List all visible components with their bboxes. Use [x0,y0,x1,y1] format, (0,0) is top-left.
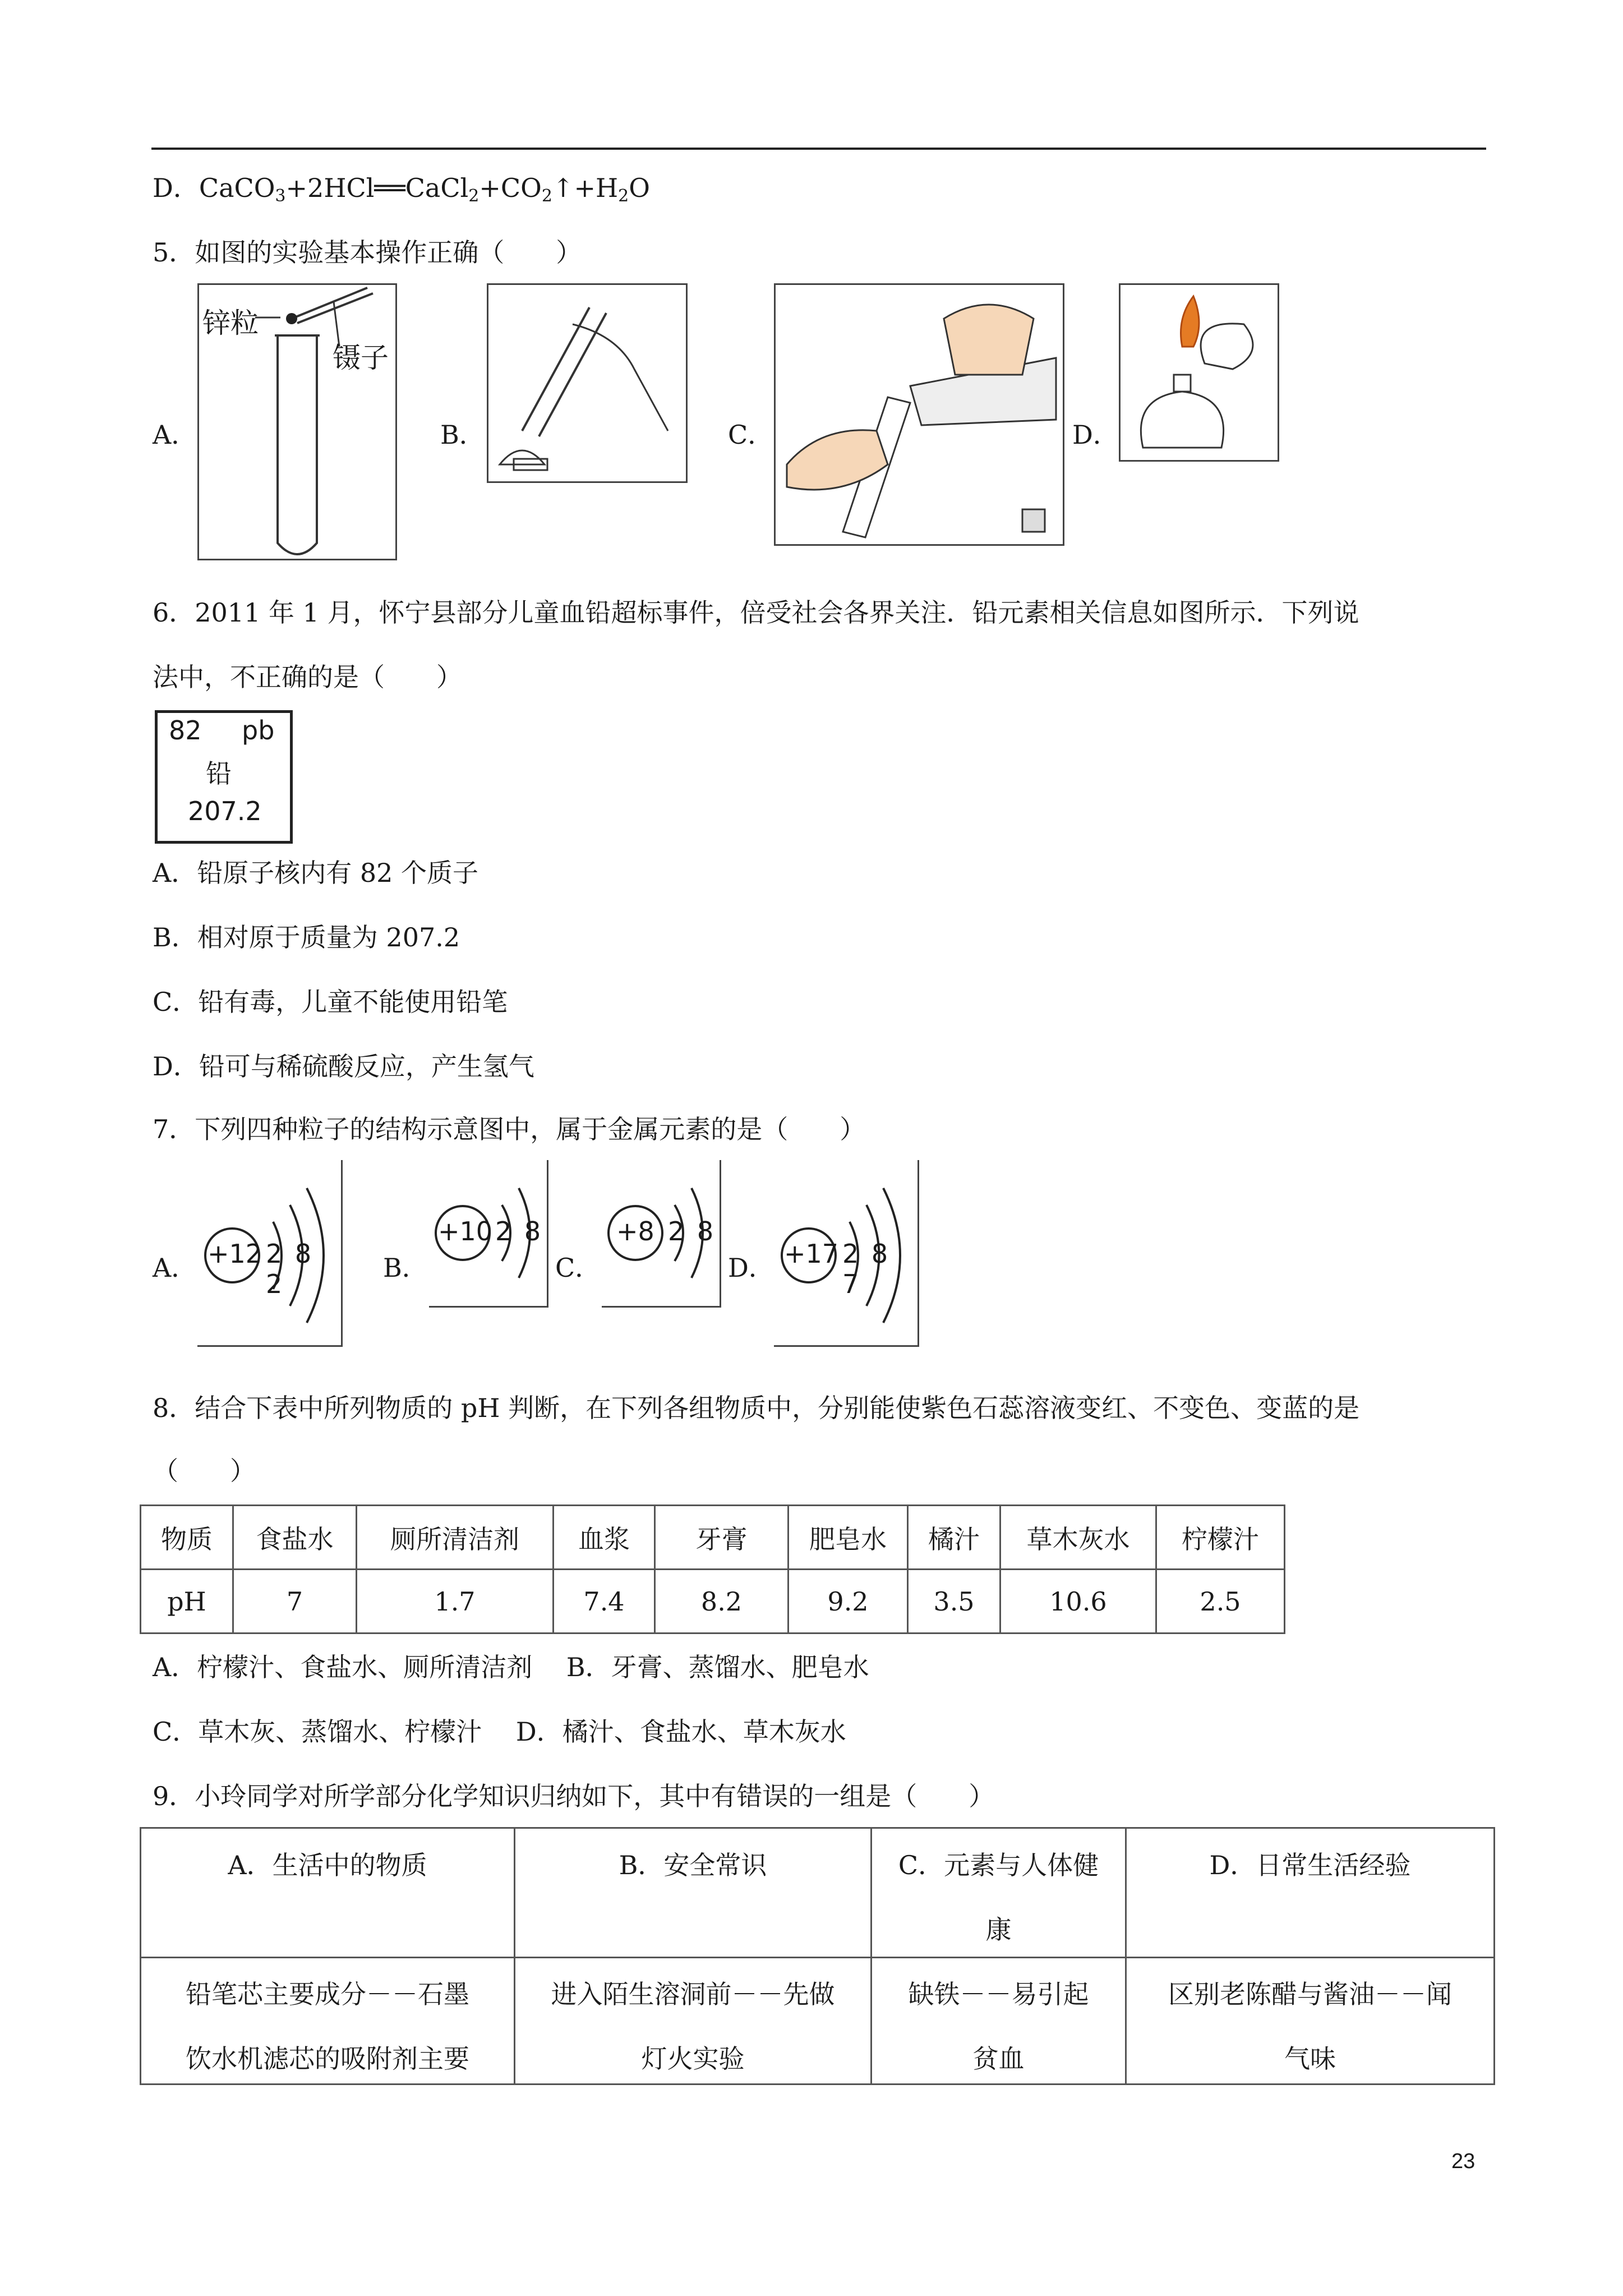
q5-label-b: B． [440,420,485,450]
q8-stem-line2: （ ） [153,1456,256,1486]
electron-shells-b: 2 8 [495,1216,543,1246]
heating-test-tube-illustration [488,285,686,481]
q7-label-c: C． [555,1253,601,1283]
nucleus-charge-b: +10 [438,1216,493,1246]
ph-table-cell: 1.7 [357,1570,554,1634]
q9-header-b: B．安全常识 [619,1850,767,1880]
q6-option-d: D．铅可与稀硫酸反应，产生氢气 [153,1051,534,1082]
ph-table-cell: 7.4 [554,1570,655,1634]
nucleus-charge-a: +12 [208,1239,262,1269]
ph-table-header-row [141,1506,1285,1570]
ph-table-cell: 柠檬汁 [1156,1506,1285,1570]
ph-table-cell: 草木灰水 [1000,1506,1156,1570]
q5-figure-a [197,283,397,560]
ph-table-cell: 10.6 [1000,1570,1156,1634]
q7-label-b: B． [383,1253,428,1283]
q5-figure-b [487,283,688,483]
atom-diagram-d [774,1160,919,1347]
nucleus-charge-c: +8 [616,1216,654,1246]
q8-stem-line1: 8．结合下表中所列物质的 pH 判断，在下列各组物质中，分别能使紫色石蕊溶液变红、不变色、变蓝的是 [153,1393,1360,1423]
element-symbol: pb [242,715,275,746]
q6-option-c: C．铅有毒，儿童不能使用铅笔 [153,987,508,1017]
q7-label-d: D． [728,1253,774,1283]
q9-header-c-line2: 康 [985,1915,1012,1945]
ph-table-cell: 2.5 [1156,1570,1285,1634]
ph-table [140,1504,1285,1634]
element-name: 铅 [206,758,232,789]
atom-diagram-b [429,1160,548,1308]
ph-table-cell: 7 [233,1570,357,1634]
q9-header-a: A．生活中的物质 [228,1850,427,1880]
q5-label-d: D． [1072,420,1119,450]
q9-stem: 9．小玲同学对所学部分化学知识归纳如下，其中有错误的一组是（ ） [153,1781,995,1811]
q6-option-b: B．相对原于质量为 207.2 [153,922,460,953]
ph-table-cell: 物质 [141,1506,233,1570]
nucleus-charge-d: +17 [784,1239,839,1269]
page-number: 23 [1451,2150,1476,2173]
ph-table-cell: 橘汁 [908,1506,1000,1570]
q9-cell-a-line1: 铅笔芯主要成分－－石墨 [186,1979,469,2009]
tweezers-label: 镊子 [333,342,389,374]
q7-stem: 7．下列四种粒子的结构示意图中，属于金属元素的是（ ） [153,1114,866,1144]
ph-table-cell: 食盐水 [233,1506,357,1570]
q9-header-c-line1: C．元素与人体健 [898,1850,1099,1880]
lead-element-card [155,710,293,844]
q4-option-d: D．$CaCO_3+2HCl══CaCl_2+CO_2↑+H_2O$ [153,173,650,206]
q9-header-d: D．日常生活经验 [1209,1850,1411,1880]
ph-table-cell: 牙膏 [655,1506,789,1570]
q9-cell-c-line1: 缺铁－－易引起 [908,1979,1089,2009]
q9-cell-d-line2: 气味 [1284,2044,1336,2074]
alcohol-lamp-lighting-illustration [1121,285,1278,460]
ph-table-cell: 9.2 [789,1570,908,1634]
atomic-number: 82 [169,715,202,746]
q7-label-a: A． [153,1253,197,1283]
q5-figure-c [774,283,1064,546]
atomic-mass: 207.2 [188,796,262,826]
q5-label-c: C． [728,420,774,450]
ph-table-cell: 8.2 [655,1570,789,1634]
q9-cell-a-line2: 饮水机滤芯的吸附剂主要 [186,2044,469,2074]
ph-table-cell: 3.5 [908,1570,1000,1634]
atom-diagram-a [197,1160,343,1347]
ph-table-value-row [141,1570,1285,1634]
q5-figure-d [1119,283,1279,462]
q6-stem-line2: 法中，不正确的是（ ） [153,662,462,692]
ph-table-cell: 肥皂水 [789,1506,908,1570]
q6-option-a: A．铅原子核内有 82 个质子 [153,858,478,888]
q9-cell-c-line2: 贫血 [972,2044,1025,2074]
q9-cell-b-line2: 灯火实验 [641,2044,745,2074]
ph-table-cell: 血浆 [554,1506,655,1570]
q8-options-line1: A．柠檬汁、食盐水、厕所清洁剂 B．牙膏、蒸馏水、肥皂水 [153,1652,869,1682]
atom-diagram-c [602,1160,721,1308]
electron-shells-d: 2 8 7 [842,1239,891,1299]
ph-table-cell: pH [141,1570,233,1634]
q9-cell-d-line1: 区别老陈醋与酱油－－闻 [1168,1979,1452,2009]
pouring-liquid-illustration [776,285,1063,544]
q9-table [140,1827,1495,2085]
ph-table-cell: 厕所清洁剂 [357,1506,554,1570]
q8-options-line2: C．草木灰、蒸馏水、柠檬汁 D．橘汁、食盐水、草木灰水 [153,1717,846,1747]
electron-shells-a: 2 8 2 [266,1239,314,1299]
q5-label-a: A． [153,420,197,450]
q9-cell-b-line1: 进入陌生溶洞前－－先做 [551,1979,835,2009]
q6-stem-line1: 6．2011 年 1 月，怀宁县部分儿童血铅超标事件，倍受社会各界关注．铅元素相关信息如图所示．下列说 [153,597,1359,628]
zinc-label: 锌粒 [202,307,259,339]
q5-stem: 5．如图的实验基本操作正确（ ） [153,237,582,268]
header-rule [151,148,1486,150]
electron-shells-c: 2 8 [668,1216,716,1246]
